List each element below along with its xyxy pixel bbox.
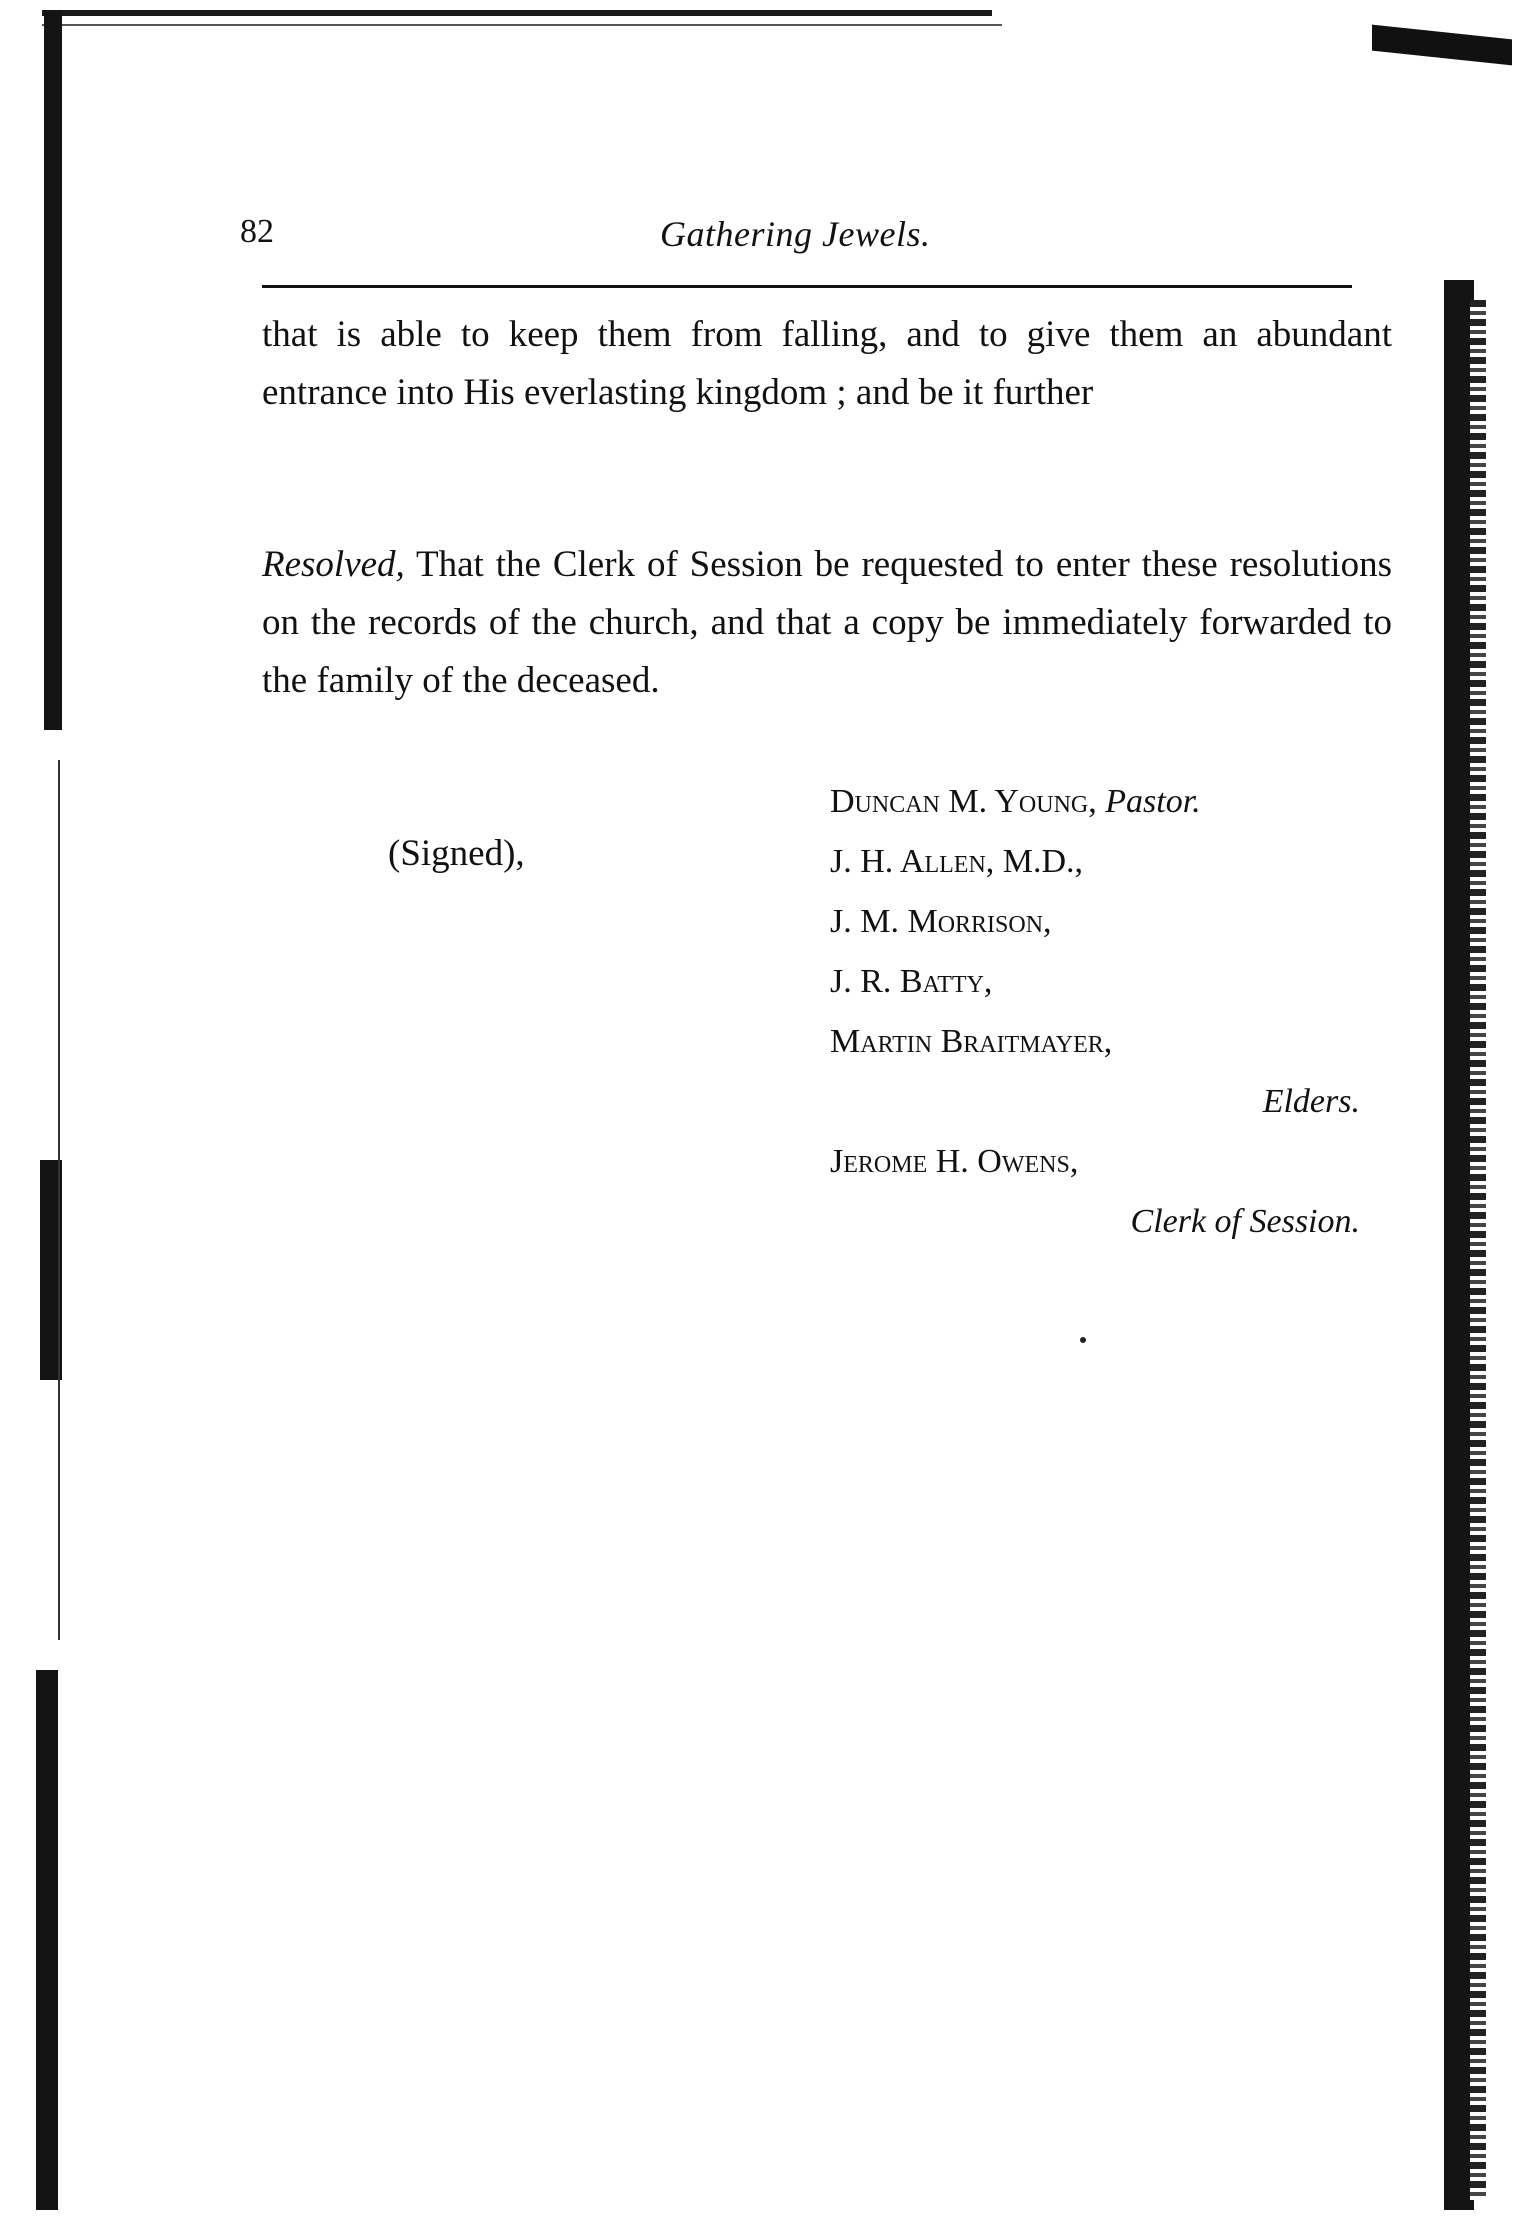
paragraph-continuation: that is able to keep them from falling, and to give them an abundant entrance into His everlasting kingdom ; and be it further (262, 314, 1392, 413)
signatory-name: Martin Braitmayer, (830, 1023, 1113, 1060)
signed-label: (Signed), (388, 833, 525, 874)
paragraph-resolved (262, 536, 1392, 710)
signatory-name: J. H. Allen, M.D., (830, 843, 1084, 880)
signatory-line (830, 1012, 1360, 1072)
scan-left-edge-thin (58, 760, 60, 1640)
signatory-name: J. R. Batty, (830, 963, 993, 1000)
resolved-text: That the Clerk of Session be requested to enter these resolutions on the records of the church, and that a copy be immediately forwarded to the family of the deceased. (262, 544, 1392, 701)
scan-corner-mark (1372, 25, 1512, 66)
elders-label: Elders. (1262, 1083, 1360, 1120)
scan-left-edge-lower (36, 1670, 58, 2210)
scan-top-rule-thin (42, 24, 1002, 26)
clerk-line (830, 1132, 1360, 1192)
clerk-role: Clerk of Session. (1130, 1203, 1360, 1240)
signatory-role: Pastor. (1105, 783, 1201, 820)
stray-mark (1080, 1337, 1086, 1343)
clerk-name: Jerome H. Owens, (830, 1143, 1079, 1180)
signatory-line (830, 892, 1360, 952)
signatory-line (830, 832, 1360, 892)
resolved-lead: Resolved, (262, 544, 405, 585)
header-rule (262, 285, 1352, 288)
elders-line (830, 1072, 1360, 1132)
signatory-name: J. M. Morrison, (830, 903, 1052, 940)
scan-right-edge-noise (1470, 300, 1486, 2200)
signatory-line (830, 952, 1360, 1012)
signatory-line (830, 772, 1360, 832)
running-title: Gathering Jewels. (660, 214, 931, 254)
page-number: 82 (240, 213, 274, 250)
signatory-list (830, 772, 1360, 1252)
clerk-role-line (830, 1192, 1360, 1252)
signatory-name: Duncan M. Young, (830, 783, 1097, 820)
scan-left-edge-upper (44, 10, 62, 730)
scan-top-rule (42, 10, 992, 16)
page-header (240, 213, 1340, 273)
